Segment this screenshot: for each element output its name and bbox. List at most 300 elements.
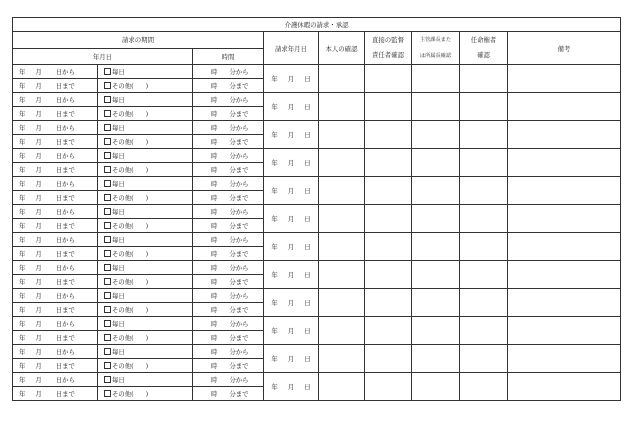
year-label: 年 bbox=[19, 194, 26, 202]
daily-checkbox[interactable] bbox=[104, 96, 111, 103]
appointer-confirm-cell[interactable] bbox=[460, 205, 508, 233]
other-close-paren: ) bbox=[145, 306, 149, 314]
year-label: 年 bbox=[19, 110, 26, 118]
manager-confirm-cell[interactable] bbox=[412, 373, 460, 401]
daily-option-cell bbox=[98, 65, 193, 79]
manager-confirm-cell[interactable] bbox=[412, 289, 460, 317]
hour-label: 時 bbox=[211, 362, 218, 370]
table-row bbox=[13, 261, 621, 275]
hour-label: 時 bbox=[211, 208, 218, 216]
year-label: 年 bbox=[19, 250, 26, 258]
self-confirm-cell[interactable] bbox=[319, 345, 365, 373]
self-confirm-cell[interactable] bbox=[319, 205, 365, 233]
request-date-cell[interactable] bbox=[264, 289, 319, 317]
date-from-cell[interactable] bbox=[13, 373, 98, 387]
other-checkbox[interactable] bbox=[104, 110, 111, 117]
appointer-confirm-cell[interactable] bbox=[460, 261, 508, 289]
other-label: その他( bbox=[112, 166, 134, 174]
daily-checkbox[interactable] bbox=[104, 236, 111, 243]
month-label: 月 bbox=[35, 222, 42, 230]
time-from-cell[interactable] bbox=[193, 261, 264, 275]
daily-option-cell bbox=[98, 345, 193, 359]
daily-option-cell bbox=[98, 149, 193, 163]
manager-confirm-cell[interactable] bbox=[412, 317, 460, 345]
year-label: 年 bbox=[19, 236, 26, 244]
req-year-label: 年 bbox=[271, 383, 278, 391]
daily-option-cell bbox=[98, 177, 193, 191]
hour-label: 時 bbox=[211, 68, 218, 76]
daily-checkbox[interactable] bbox=[104, 208, 111, 215]
manager-confirm-cell[interactable] bbox=[412, 261, 460, 289]
other-option-cell bbox=[98, 359, 193, 373]
time-from-cell[interactable] bbox=[193, 289, 264, 303]
minute-from-label: 分から bbox=[229, 208, 249, 216]
year-label: 年 bbox=[19, 306, 26, 314]
time-from-cell[interactable] bbox=[193, 345, 264, 359]
date-to-cell[interactable] bbox=[13, 107, 98, 121]
day-to-label: 日まで bbox=[55, 166, 75, 174]
daily-checkbox[interactable] bbox=[104, 152, 111, 159]
request-date-cell[interactable] bbox=[264, 177, 319, 205]
hour-label: 時 bbox=[211, 180, 218, 188]
remarks-cell[interactable] bbox=[508, 65, 621, 93]
self-confirm-cell[interactable] bbox=[319, 177, 365, 205]
day-from-label: 日から bbox=[55, 208, 75, 216]
time-to-cell[interactable] bbox=[193, 303, 264, 317]
self-confirm-header: 本人の確認 bbox=[319, 32, 365, 65]
supervisor-confirm-cell[interactable] bbox=[365, 93, 412, 121]
req-year-label: 年 bbox=[271, 131, 278, 139]
supervisor-header-line1: 直接の監督 bbox=[372, 36, 404, 44]
time-to-cell[interactable] bbox=[193, 359, 264, 373]
req-day-label: 日 bbox=[304, 271, 311, 279]
appointer-confirm-cell[interactable] bbox=[460, 317, 508, 345]
other-checkbox[interactable] bbox=[104, 138, 111, 145]
appointer-confirm-cell[interactable] bbox=[460, 121, 508, 149]
table-row bbox=[13, 177, 621, 191]
month-label: 月 bbox=[35, 320, 42, 328]
appointer-confirm-cell[interactable] bbox=[460, 177, 508, 205]
other-close-paren: ) bbox=[145, 278, 149, 286]
hour-label: 時 bbox=[211, 110, 218, 118]
hour-label: 時 bbox=[211, 292, 218, 300]
daily-label: 毎日 bbox=[112, 208, 125, 216]
manager-confirm-cell[interactable] bbox=[412, 205, 460, 233]
date-from-cell[interactable] bbox=[13, 177, 98, 191]
hour-label: 時 bbox=[211, 376, 218, 384]
date-to-cell[interactable] bbox=[13, 331, 98, 345]
minute-from-label: 分から bbox=[229, 376, 249, 384]
other-label: その他( bbox=[112, 306, 134, 314]
daily-label: 毎日 bbox=[112, 180, 125, 188]
daily-checkbox[interactable] bbox=[104, 292, 111, 299]
other-checkbox[interactable] bbox=[104, 390, 111, 397]
time-from-cell[interactable] bbox=[193, 93, 264, 107]
daily-checkbox[interactable] bbox=[104, 264, 111, 271]
daily-option-cell bbox=[98, 233, 193, 247]
req-month-label: 月 bbox=[287, 327, 295, 335]
other-label: その他( bbox=[112, 390, 134, 398]
appointer-confirm-cell[interactable] bbox=[460, 345, 508, 373]
hour-label: 時 bbox=[211, 166, 218, 174]
other-option-cell bbox=[98, 135, 193, 149]
day-from-label: 日から bbox=[55, 124, 75, 132]
table-row bbox=[13, 289, 621, 303]
daily-checkbox[interactable] bbox=[104, 376, 111, 383]
time-to-cell[interactable] bbox=[193, 331, 264, 345]
hour-label: 時 bbox=[211, 222, 218, 230]
remarks-cell[interactable] bbox=[508, 289, 621, 317]
daily-checkbox[interactable] bbox=[104, 348, 111, 355]
appointer-confirm-header bbox=[460, 32, 508, 65]
daily-checkbox[interactable] bbox=[104, 68, 111, 75]
month-label: 月 bbox=[35, 82, 42, 90]
daily-option-cell bbox=[98, 261, 193, 275]
other-option-cell bbox=[98, 191, 193, 205]
hour-label: 時 bbox=[211, 152, 218, 160]
time-from-cell[interactable] bbox=[193, 65, 264, 79]
req-day-label: 日 bbox=[304, 243, 311, 251]
time-from-cell[interactable] bbox=[193, 177, 264, 191]
request-date-cell[interactable] bbox=[264, 149, 319, 177]
daily-checkbox[interactable] bbox=[104, 180, 111, 187]
month-label: 月 bbox=[35, 362, 42, 370]
manager-confirm-cell[interactable] bbox=[412, 121, 460, 149]
self-confirm-cell[interactable] bbox=[319, 289, 365, 317]
req-month-label: 月 bbox=[287, 75, 295, 83]
self-confirm-cell[interactable] bbox=[319, 233, 365, 261]
other-label: その他( bbox=[112, 278, 134, 286]
request-date-cell[interactable] bbox=[264, 345, 319, 373]
date-from-cell[interactable] bbox=[13, 121, 98, 135]
day-to-label: 日まで bbox=[55, 138, 75, 146]
table-row bbox=[13, 93, 621, 107]
minute-to-label: 分まで bbox=[229, 362, 249, 370]
year-label: 年 bbox=[19, 222, 26, 230]
time-from-cell[interactable] bbox=[193, 373, 264, 387]
req-month-label: 月 bbox=[287, 355, 295, 363]
daily-checkbox[interactable] bbox=[104, 124, 111, 131]
time-to-cell[interactable] bbox=[193, 247, 264, 261]
supervisor-confirm-cell[interactable] bbox=[365, 373, 412, 401]
date-to-cell[interactable] bbox=[13, 247, 98, 261]
table-row bbox=[13, 205, 621, 219]
self-confirm-cell[interactable] bbox=[319, 93, 365, 121]
other-checkbox[interactable] bbox=[104, 194, 111, 201]
req-year-label: 年 bbox=[271, 355, 278, 363]
req-day-label: 日 bbox=[304, 75, 311, 83]
daily-option-cell bbox=[98, 317, 193, 331]
time-to-cell[interactable] bbox=[193, 191, 264, 205]
time-to-cell[interactable] bbox=[193, 79, 264, 93]
appointer-confirm-cell[interactable] bbox=[460, 289, 508, 317]
supervisor-confirm-cell[interactable] bbox=[365, 177, 412, 205]
day-from-label: 日から bbox=[55, 376, 75, 384]
date-from-cell[interactable] bbox=[13, 289, 98, 303]
minute-to-label: 分まで bbox=[229, 334, 249, 342]
supervisor-confirm-cell[interactable] bbox=[365, 205, 412, 233]
day-from-label: 日から bbox=[55, 236, 75, 244]
appointer-header-line1: 任命権者 bbox=[470, 36, 497, 44]
daily-option-cell bbox=[98, 205, 193, 219]
year-label: 年 bbox=[19, 348, 26, 356]
req-year-label: 年 bbox=[271, 271, 278, 279]
manager-confirm-cell[interactable] bbox=[412, 177, 460, 205]
minute-from-label: 分から bbox=[229, 180, 249, 188]
hour-label: 時 bbox=[211, 334, 218, 342]
month-label: 月 bbox=[35, 166, 42, 174]
daily-option-cell bbox=[98, 289, 193, 303]
year-label: 年 bbox=[19, 96, 26, 104]
req-year-label: 年 bbox=[271, 75, 278, 83]
remarks-cell[interactable] bbox=[508, 233, 621, 261]
other-option-cell bbox=[98, 275, 193, 289]
other-option-cell bbox=[98, 219, 193, 233]
date-from-cell[interactable] bbox=[13, 345, 98, 359]
date-to-cell[interactable] bbox=[13, 163, 98, 177]
manager-confirm-cell[interactable] bbox=[412, 65, 460, 93]
year-label: 年 bbox=[19, 166, 26, 174]
other-option-cell bbox=[98, 107, 193, 121]
supervisor-confirm-cell[interactable] bbox=[365, 345, 412, 373]
remarks-cell[interactable] bbox=[508, 177, 621, 205]
minute-from-label: 分から bbox=[229, 68, 249, 76]
other-checkbox[interactable] bbox=[104, 362, 111, 369]
hour-label: 時 bbox=[211, 124, 218, 132]
daily-label: 毎日 bbox=[112, 348, 125, 356]
month-label: 月 bbox=[35, 236, 42, 244]
remarks-cell[interactable] bbox=[508, 93, 621, 121]
supervisor-confirm-cell[interactable] bbox=[365, 289, 412, 317]
form-title: 介護休暇の請求・承認 bbox=[13, 18, 621, 32]
day-to-label: 日まで bbox=[55, 362, 75, 370]
self-confirm-cell[interactable] bbox=[319, 317, 365, 345]
hour-label: 時 bbox=[211, 236, 218, 244]
supervisor-confirm-cell[interactable] bbox=[365, 233, 412, 261]
appointer-confirm-cell[interactable] bbox=[460, 93, 508, 121]
appointer-confirm-cell[interactable] bbox=[460, 373, 508, 401]
other-checkbox[interactable] bbox=[104, 278, 111, 285]
date-to-cell[interactable] bbox=[13, 359, 98, 373]
supervisor-header-line2: 責任者確認 bbox=[372, 51, 404, 59]
day-to-label: 日まで bbox=[55, 222, 75, 230]
day-from-label: 日から bbox=[55, 152, 75, 160]
request-date-cell[interactable] bbox=[264, 261, 319, 289]
supervisor-confirm-cell[interactable] bbox=[365, 317, 412, 345]
request-date-cell[interactable] bbox=[264, 121, 319, 149]
table-row bbox=[13, 373, 621, 387]
minute-to-label: 分まで bbox=[229, 278, 249, 286]
date-to-cell[interactable] bbox=[13, 387, 98, 401]
request-date-cell[interactable] bbox=[264, 233, 319, 261]
date-to-cell[interactable] bbox=[13, 79, 98, 93]
other-close-paren: ) bbox=[145, 194, 149, 202]
time-to-cell[interactable] bbox=[193, 219, 264, 233]
date-header: 年月日 bbox=[13, 48, 193, 65]
time-to-cell[interactable] bbox=[193, 387, 264, 401]
year-label: 年 bbox=[19, 68, 26, 76]
year-label: 年 bbox=[19, 334, 26, 342]
year-label: 年 bbox=[19, 390, 26, 398]
daily-option-cell bbox=[98, 373, 193, 387]
manager-confirm-cell[interactable] bbox=[412, 345, 460, 373]
month-label: 月 bbox=[35, 334, 42, 342]
minute-from-label: 分から bbox=[229, 124, 249, 132]
month-label: 月 bbox=[35, 348, 42, 356]
other-close-paren: ) bbox=[145, 222, 149, 230]
remarks-cell[interactable] bbox=[508, 149, 621, 177]
date-from-cell[interactable] bbox=[13, 233, 98, 247]
req-month-label: 月 bbox=[287, 243, 295, 251]
time-from-cell[interactable] bbox=[193, 205, 264, 219]
remarks-cell[interactable] bbox=[508, 205, 621, 233]
self-confirm-cell[interactable] bbox=[319, 373, 365, 401]
minute-from-label: 分から bbox=[229, 348, 249, 356]
year-label: 年 bbox=[19, 362, 26, 370]
remarks-cell[interactable] bbox=[508, 373, 621, 401]
daily-label: 毎日 bbox=[112, 292, 125, 300]
time-to-cell[interactable] bbox=[193, 107, 264, 121]
month-label: 月 bbox=[35, 208, 42, 216]
time-from-cell[interactable] bbox=[193, 121, 264, 135]
other-close-paren: ) bbox=[145, 82, 149, 90]
other-checkbox[interactable] bbox=[104, 222, 111, 229]
self-confirm-cell[interactable] bbox=[319, 65, 365, 93]
request-date-cell[interactable] bbox=[264, 205, 319, 233]
day-to-label: 日まで bbox=[55, 306, 75, 314]
day-from-label: 日から bbox=[55, 180, 75, 188]
day-from-label: 日から bbox=[55, 320, 75, 328]
minute-to-label: 分まで bbox=[229, 110, 249, 118]
year-label: 年 bbox=[19, 264, 26, 272]
time-from-cell[interactable] bbox=[193, 233, 264, 247]
other-label: その他( bbox=[112, 250, 134, 258]
time-to-cell[interactable] bbox=[193, 163, 264, 177]
date-from-cell[interactable] bbox=[13, 65, 98, 79]
minute-from-label: 分から bbox=[229, 152, 249, 160]
self-confirm-cell[interactable] bbox=[319, 149, 365, 177]
table-row bbox=[13, 233, 621, 247]
other-label: その他( bbox=[112, 222, 134, 230]
date-to-cell[interactable] bbox=[13, 191, 98, 205]
other-close-paren: ) bbox=[145, 138, 149, 146]
req-day-label: 日 bbox=[304, 159, 311, 167]
appointer-confirm-cell[interactable] bbox=[460, 149, 508, 177]
daily-label: 毎日 bbox=[112, 236, 125, 244]
request-date-cell[interactable] bbox=[264, 65, 319, 93]
hour-label: 時 bbox=[211, 390, 218, 398]
other-option-cell bbox=[98, 247, 193, 261]
remarks-cell[interactable] bbox=[508, 317, 621, 345]
req-day-label: 日 bbox=[304, 299, 311, 307]
supervisor-confirm-cell[interactable] bbox=[365, 261, 412, 289]
care-leave-form bbox=[12, 17, 621, 401]
hour-label: 時 bbox=[211, 306, 218, 314]
time-to-cell[interactable] bbox=[193, 275, 264, 289]
req-year-label: 年 bbox=[271, 243, 278, 251]
req-year-label: 年 bbox=[271, 215, 278, 223]
manager-confirm-cell[interactable] bbox=[412, 93, 460, 121]
date-from-cell[interactable] bbox=[13, 205, 98, 219]
other-checkbox[interactable] bbox=[104, 250, 111, 257]
other-option-cell bbox=[98, 79, 193, 93]
req-day-label: 日 bbox=[304, 327, 311, 335]
request-date-cell[interactable] bbox=[264, 93, 319, 121]
month-label: 月 bbox=[35, 264, 42, 272]
minute-to-label: 分まで bbox=[229, 306, 249, 314]
date-from-cell[interactable] bbox=[13, 317, 98, 331]
manager-header-line1: 主管課長また bbox=[419, 37, 452, 43]
request-date-header: 請求年月日 bbox=[264, 32, 319, 65]
table-row bbox=[13, 65, 621, 79]
supervisor-confirm-cell[interactable] bbox=[365, 149, 412, 177]
daily-label: 毎日 bbox=[112, 124, 125, 132]
manager-header-line2: は所属長確認 bbox=[419, 53, 452, 59]
date-to-cell[interactable] bbox=[13, 135, 98, 149]
daily-checkbox[interactable] bbox=[104, 320, 111, 327]
month-label: 月 bbox=[35, 194, 42, 202]
date-from-cell[interactable] bbox=[13, 93, 98, 107]
request-date-cell[interactable] bbox=[264, 317, 319, 345]
self-confirm-cell[interactable] bbox=[319, 261, 365, 289]
time-from-cell[interactable] bbox=[193, 149, 264, 163]
other-label: その他( bbox=[112, 138, 134, 146]
date-from-cell[interactable] bbox=[13, 261, 98, 275]
date-to-cell[interactable] bbox=[13, 275, 98, 289]
remarks-cell[interactable] bbox=[508, 345, 621, 373]
supervisor-confirm-cell[interactable] bbox=[365, 121, 412, 149]
appointer-confirm-cell[interactable] bbox=[460, 233, 508, 261]
other-checkbox[interactable] bbox=[104, 166, 111, 173]
date-to-cell[interactable] bbox=[13, 303, 98, 317]
req-year-label: 年 bbox=[271, 103, 278, 111]
month-label: 月 bbox=[35, 96, 42, 104]
daily-label: 毎日 bbox=[112, 376, 125, 384]
self-confirm-cell[interactable] bbox=[319, 121, 365, 149]
year-label: 年 bbox=[19, 292, 26, 300]
date-from-cell[interactable] bbox=[13, 149, 98, 163]
day-from-label: 日から bbox=[55, 292, 75, 300]
year-label: 年 bbox=[19, 82, 26, 90]
month-label: 月 bbox=[35, 152, 42, 160]
manager-confirm-cell[interactable] bbox=[412, 233, 460, 261]
other-label: その他( bbox=[112, 334, 134, 342]
remarks-cell[interactable] bbox=[508, 261, 621, 289]
remarks-cell[interactable] bbox=[508, 121, 621, 149]
day-from-label: 日から bbox=[55, 68, 75, 76]
appointer-confirm-cell[interactable] bbox=[460, 65, 508, 93]
other-checkbox[interactable] bbox=[104, 334, 111, 341]
day-to-label: 日まで bbox=[55, 250, 75, 258]
table-row bbox=[13, 149, 621, 163]
time-from-cell[interactable] bbox=[193, 317, 264, 331]
time-to-cell[interactable] bbox=[193, 135, 264, 149]
month-label: 月 bbox=[35, 124, 42, 132]
daily-option-cell bbox=[98, 121, 193, 135]
other-checkbox[interactable] bbox=[104, 82, 111, 89]
manager-confirm-cell[interactable] bbox=[412, 149, 460, 177]
other-label: その他( bbox=[112, 82, 134, 90]
req-month-label: 月 bbox=[287, 383, 295, 391]
date-to-cell[interactable] bbox=[13, 219, 98, 233]
minute-from-label: 分から bbox=[229, 96, 249, 104]
hour-label: 時 bbox=[211, 250, 218, 258]
other-checkbox[interactable] bbox=[104, 306, 111, 313]
other-label: その他( bbox=[112, 362, 134, 370]
supervisor-confirm-cell[interactable] bbox=[365, 65, 412, 93]
daily-label: 毎日 bbox=[112, 264, 125, 272]
request-date-cell[interactable] bbox=[264, 373, 319, 401]
